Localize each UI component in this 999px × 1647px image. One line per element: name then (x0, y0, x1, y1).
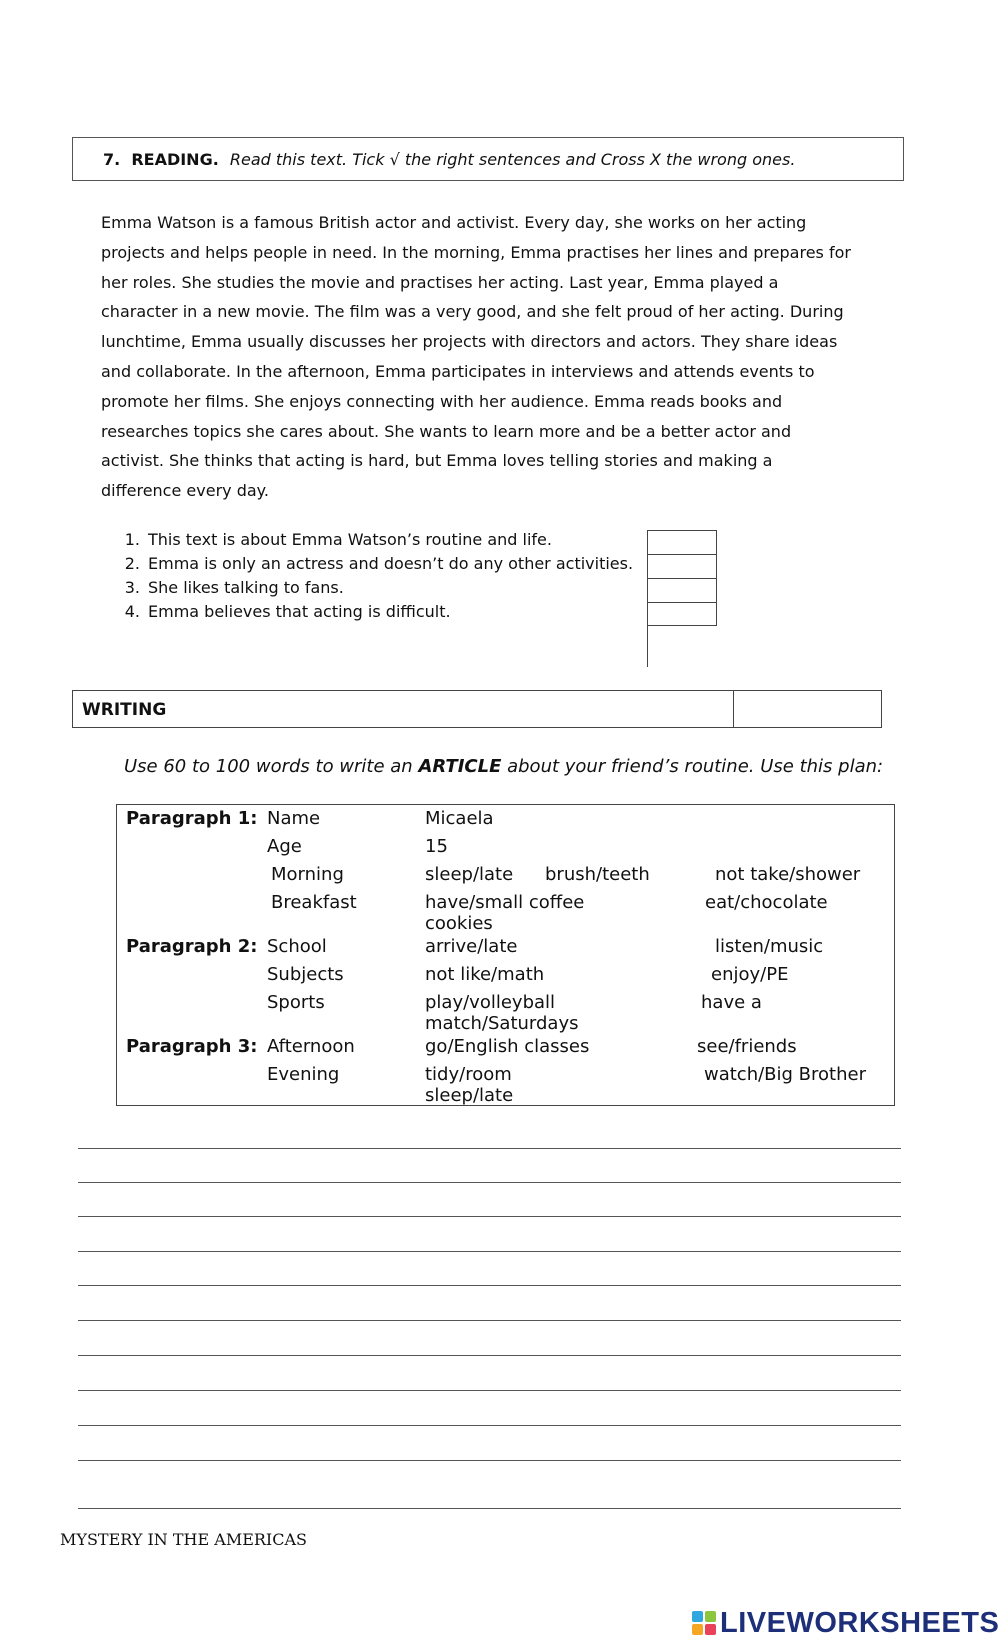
logo-square-icon (705, 1611, 716, 1622)
plan-label-sports: Sports (267, 992, 325, 1013)
logo-square-icon (692, 1624, 703, 1635)
question-text: Emma is only an actress and doesn’t do any other activities. (148, 554, 634, 573)
writing-instruction (124, 756, 883, 777)
writing-line[interactable] (78, 1285, 901, 1286)
writing-line[interactable] (78, 1251, 901, 1252)
plan-label-evening: Evening (267, 1064, 340, 1085)
passage-line: promote her films. She enjoys connecting with her audience. Emma reads books and (101, 391, 783, 411)
writing-line[interactable] (78, 1390, 901, 1391)
writing-plan-table (116, 804, 895, 1106)
question-list (112, 530, 633, 626)
logo-mark-icon (692, 1611, 716, 1635)
question-text: Emma believes that acting is difficult. (148, 602, 451, 621)
plan-value: arrive/late (425, 936, 518, 957)
plan-label-school: School (267, 936, 327, 957)
writing-line[interactable] (78, 1508, 901, 1509)
passage-line: projects and helps people in need. In the morning, Emma practises her lines and prepares for (101, 242, 851, 262)
passage-line: her roles. She studies the movie and practises her acting. Last year, Emma played a (101, 272, 779, 292)
plan-value: go/English classes (425, 1036, 590, 1057)
reading-passage (101, 208, 891, 506)
plan-value: have a (701, 992, 762, 1013)
plan-paragraph-2: Paragraph 2: (126, 936, 258, 957)
plan-value: tidy/room (425, 1064, 512, 1085)
plan-value: sleep/late (425, 1085, 514, 1106)
plan-value: have/small coffee (425, 892, 585, 913)
plan-label-breakfast: Breakfast (271, 892, 357, 913)
plan-label-morning: Morning (271, 864, 344, 885)
writing-line[interactable] (78, 1320, 901, 1321)
plan-label-name: Name (267, 808, 321, 829)
exercise-number: 7. (103, 150, 121, 169)
answer-box-divider (647, 626, 648, 667)
plan-value: match/Saturdays (425, 1013, 579, 1034)
passage-line: Emma Watson is a famous British actor and activist. Every day, she works on her acting (101, 213, 807, 232)
liveworksheets-logo (692, 1608, 999, 1638)
plan-label-afternoon: Afternoon (267, 1036, 355, 1057)
reading-header (72, 137, 904, 181)
logo-square-icon (692, 1611, 703, 1622)
passage-line: difference every day. (101, 481, 269, 501)
passage-line: researches topics she cares about. She wants to learn more and be a better actor and (101, 421, 792, 441)
passage-line: activist. She thinks that acting is hard, but Emma loves telling stories and making a (101, 451, 773, 471)
reading-instruction: Read this text. Tick √ the right sentences and Cross X the wrong ones. (229, 150, 796, 169)
writing-line[interactable] (78, 1355, 901, 1356)
plan-value: brush/teeth (545, 864, 650, 885)
writing-line[interactable] (78, 1425, 901, 1426)
plan-value-age: 15 (425, 836, 448, 857)
passage-line: character in a new movie. The film was a very good, and she felt proud of her acting. During (101, 302, 844, 322)
writing-line[interactable] (78, 1460, 901, 1461)
plan-paragraph-3: Paragraph 3: (126, 1036, 258, 1057)
writing-line[interactable] (78, 1216, 901, 1217)
plan-value: play/volleyball (425, 992, 556, 1013)
answer-box-1[interactable] (647, 530, 717, 554)
question-text: She likes talking to fans. (148, 578, 344, 597)
passage-line: lunchtime, Emma usually discusses her projects with directors and actors. They share ideas (101, 332, 838, 352)
passage-line: and collaborate. In the afternoon, Emma participates in interviews and attends events to (101, 361, 815, 381)
plan-value: sleep/late (425, 864, 514, 885)
plan-value: see/friends (697, 1036, 797, 1057)
writing-title: WRITING (82, 700, 167, 720)
reading-title: READING. (131, 150, 219, 169)
plan-value: not take/shower (715, 864, 861, 885)
question-number: 3. (124, 578, 140, 597)
writing-line[interactable] (78, 1182, 901, 1183)
plan-value-name: Micaela (425, 808, 494, 829)
answer-box-2[interactable] (647, 554, 717, 578)
answer-box-4[interactable] (647, 602, 717, 626)
plan-value: cookies (425, 913, 493, 934)
footer-text: MYSTERY IN THE AMERICAS (60, 1530, 307, 1549)
answer-box-3[interactable] (647, 578, 717, 602)
instruction-text-end: about your friend’s routine. Use this plan: (501, 756, 884, 777)
writing-line[interactable] (78, 1148, 901, 1149)
question-number: 1. (124, 530, 140, 549)
question-item (112, 578, 633, 602)
writing-score-box[interactable] (733, 691, 881, 727)
plan-value: eat/chocolate (705, 892, 828, 913)
plan-label-subjects: Subjects (267, 964, 344, 985)
writing-header (72, 690, 882, 728)
question-number: 2. (124, 554, 140, 573)
plan-paragraph-1: Paragraph 1: (126, 808, 258, 829)
plan-label-age: Age (267, 836, 302, 857)
question-item (112, 602, 633, 626)
logo-square-icon (705, 1624, 716, 1635)
plan-value: listen/music (715, 936, 824, 957)
question-item (112, 554, 633, 578)
plan-value: enjoy/PE (711, 964, 789, 985)
instruction-keyword: ARTICLE (418, 756, 502, 777)
plan-value: not like/math (425, 964, 545, 985)
question-item (112, 530, 633, 554)
plan-value: watch/Big Brother (704, 1064, 866, 1085)
logo-text: LIVEWORKSHEETS (720, 1606, 999, 1639)
question-number: 4. (124, 602, 140, 621)
instruction-text: Use 60 to 100 words to write an (124, 756, 419, 777)
question-text: This text is about Emma Watson’s routine and life. (148, 530, 552, 549)
